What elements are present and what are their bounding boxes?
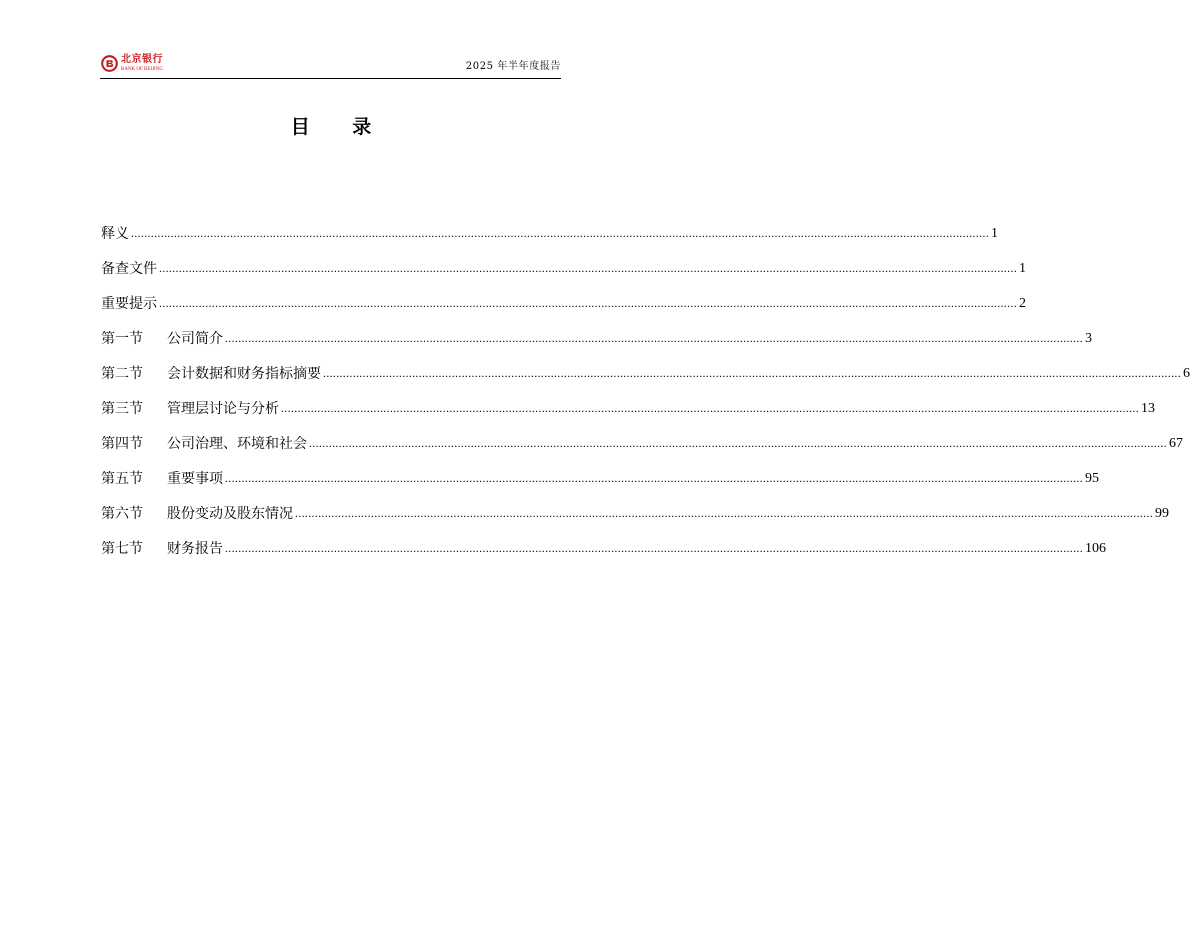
toc-page-number: 1 (991, 226, 998, 241)
toc-page-number: 67 (1169, 436, 1183, 451)
toc-dot-leader: .................................................................................................................................................................................................................................................................... (159, 296, 1017, 310)
toc-dot-leader: .................................................................................................................................................................................................................................................................... (281, 401, 1139, 415)
toc-entry-label: 备查文件 (101, 261, 157, 277)
bank-logo-icon (101, 55, 118, 72)
toc-entry[interactable] (101, 384, 1155, 419)
toc-entry[interactable] (101, 524, 1106, 559)
toc-section-number: 第六节 (101, 506, 143, 522)
toc-entry[interactable] (101, 454, 1099, 489)
report-title: 2025 年半年度报告 (465, 61, 561, 72)
toc-entry-label: 财务报告 (167, 541, 223, 557)
toc-entry-label: 重要提示 (101, 296, 157, 312)
toc-page-number: 95 (1085, 471, 1099, 486)
toc-entry[interactable] (101, 244, 1026, 279)
toc-entry[interactable] (101, 419, 1183, 454)
logo-english-name: BANK OF BEIJING (121, 67, 163, 72)
toc-page-number: 1 (1019, 261, 1026, 276)
toc-section-number: 第三节 (101, 401, 143, 417)
toc-dot-leader: .................................................................................................................................................................................................................................................................... (225, 541, 1083, 555)
toc-page-number: 99 (1155, 506, 1169, 521)
toc-page-number: 106 (1085, 541, 1106, 556)
toc-dot-leader: .................................................................................................................................................................................................................................................................... (295, 506, 1153, 520)
toc-dot-leader: .................................................................................................................................................................................................................................................................... (323, 366, 1181, 380)
toc-entry-label: 公司简介 (167, 331, 223, 347)
toc-page-number: 13 (1141, 401, 1155, 416)
toc-section-number: 第四节 (101, 436, 143, 452)
toc-title: 目 录 (290, 116, 390, 138)
bank-logo (101, 55, 163, 75)
toc-dot-leader: .................................................................................................................................................................................................................................................................... (225, 471, 1083, 485)
toc-entry-label: 会计数据和财务指标摘要 (167, 366, 321, 382)
logo-chinese-name: 北京银行 (121, 54, 163, 65)
page-header (100, 52, 561, 79)
toc-entry-label: 释义 (101, 226, 129, 242)
toc-section-number: 第一节 (101, 331, 143, 347)
toc-entry[interactable] (101, 314, 1092, 349)
toc-entry[interactable] (101, 349, 1190, 384)
toc-dot-leader: .................................................................................................................................................................................................................................................................... (225, 331, 1083, 345)
toc-entry-label: 重要事项 (167, 471, 223, 487)
toc-entry-label: 股份变动及股东情况 (167, 506, 293, 522)
toc-page-number: 3 (1085, 331, 1092, 346)
toc-section-number: 第五节 (101, 471, 143, 487)
toc-dot-leader: .................................................................................................................................................................................................................................................................... (309, 436, 1167, 450)
toc-entry-label: 公司治理、环境和社会 (167, 436, 307, 452)
toc-section-number: 第七节 (101, 541, 143, 557)
toc-dot-leader: .................................................................................................................................................................................................................................................................... (159, 261, 1017, 275)
toc-entry[interactable] (101, 209, 998, 244)
toc-dot-leader: .................................................................................................................................................................................................................................................................... (131, 226, 989, 240)
toc-page-number: 2 (1019, 296, 1026, 311)
toc-entry[interactable] (101, 279, 1026, 314)
toc-entry[interactable] (101, 489, 1169, 524)
toc-page-number: 6 (1183, 366, 1190, 381)
toc-section-number: 第二节 (101, 366, 143, 382)
table-of-contents (101, 209, 1190, 559)
toc-entry-label: 管理层讨论与分析 (167, 401, 279, 417)
